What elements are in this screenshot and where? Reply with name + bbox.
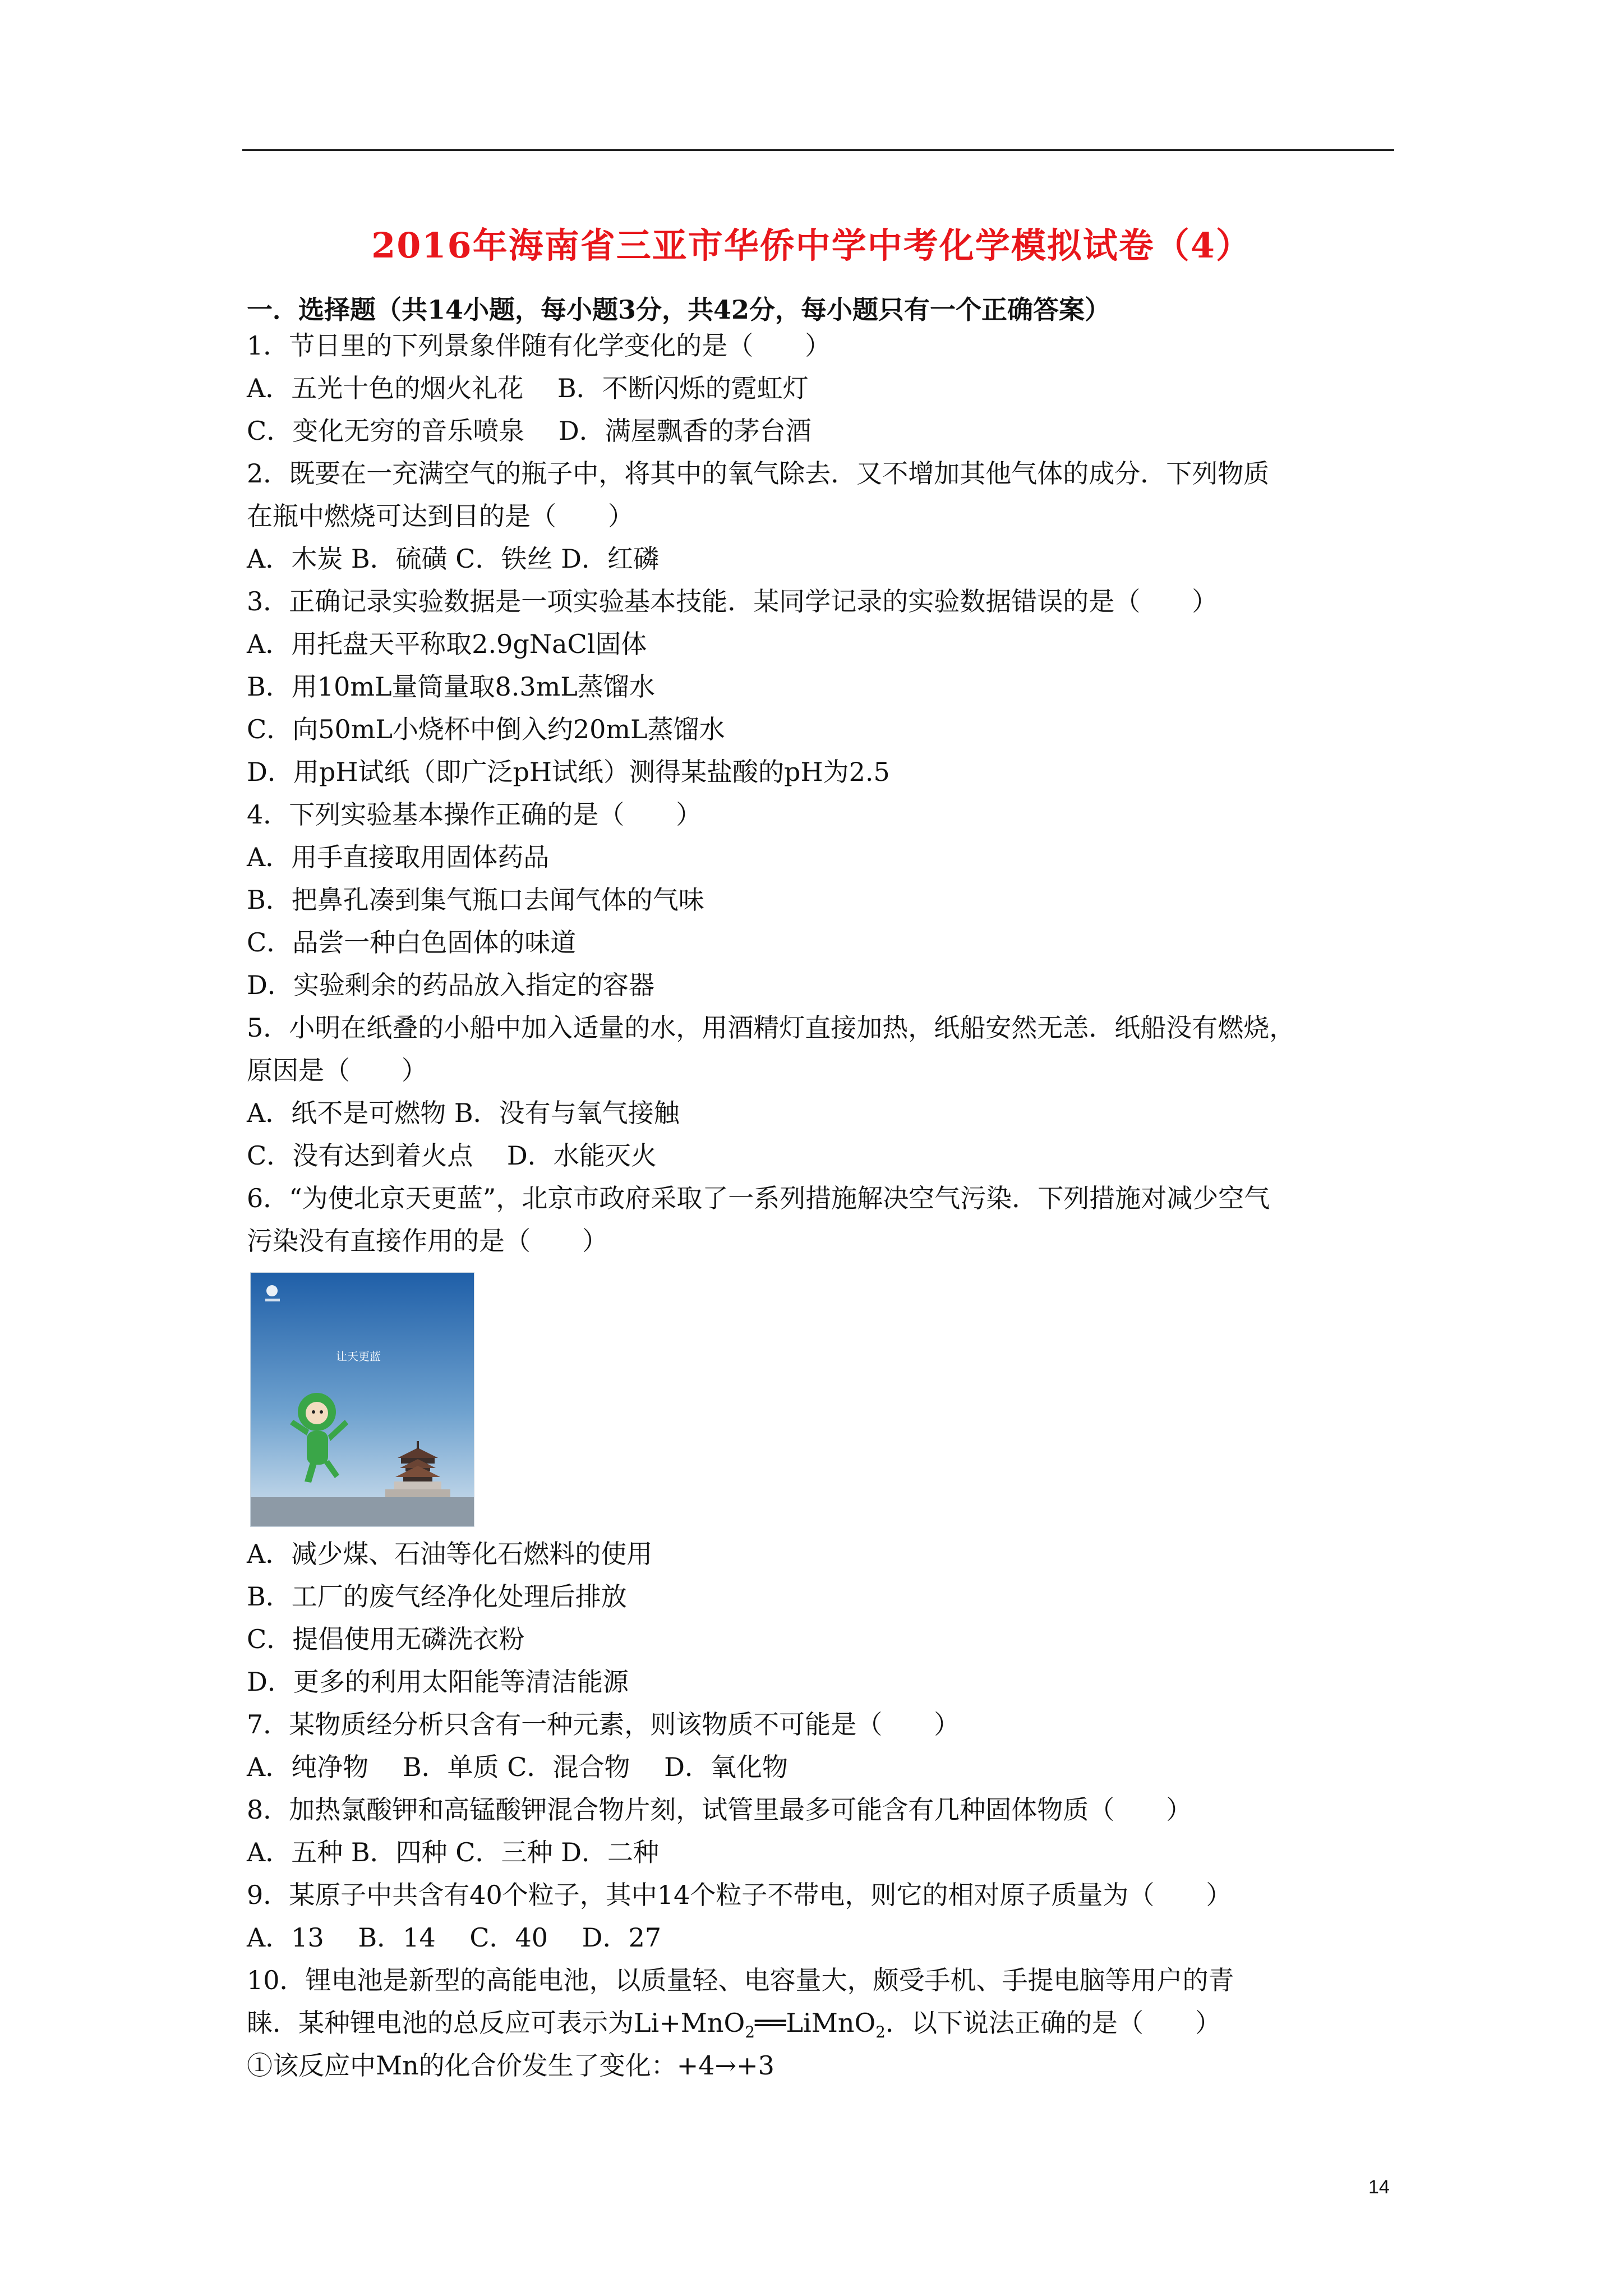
question-3-option-c: C．向50mL小烧杯中倒入约20mL蒸馏水: [247, 714, 725, 744]
question-3-stem: 3．正确记录实验数据是一项实验基本技能．某同学记录的实验数据错误的是（ ）: [247, 586, 1218, 616]
question-6-option-a: A．减少煤、石油等化石燃料的使用: [247, 1539, 653, 1569]
question-5-stem-line1: 5．小明在纸叠的小船中加入适量的水，用酒精灯直接加热，纸船安然无恙．纸船没有燃烧，: [247, 1013, 1295, 1043]
question-4-option-a: A．用手直接取用固体药品: [247, 842, 550, 872]
question-3-option-a: A．用托盘天平称取2.9gNaCl固体: [247, 629, 647, 659]
poster-headline: 让天更蓝: [336, 1350, 381, 1363]
question-3-option-d: D．用pH试纸（即广泛pH试纸）测得某盐酸的pH为2.5: [247, 757, 890, 787]
question-9-options: A．13 B．14 C．40 D．27: [247, 1922, 662, 1953]
question-6-stem-line2: 污染没有直接作用的是（ ）: [247, 1226, 608, 1256]
question-6-option-d: D．更多的利用太阳能等清洁能源: [247, 1667, 629, 1697]
section-heading: 一．选择题（共14小题，每小题3分，共42分，每小题只有一个正确答案）: [247, 295, 1111, 325]
question-1-options-row1: A．五光十色的烟火礼花 B．不断闪烁的霓虹灯: [247, 373, 809, 403]
question-3-option-b: B．用10mL量筒量取8.3mL蒸馏水: [247, 671, 655, 702]
question-7-options: A．纯净物 B．单质 C．混合物 D．氧化物: [247, 1752, 788, 1782]
question-5-options-row2: C．没有达到着火点 D．水能灭火: [247, 1140, 657, 1171]
question-8-options: A．五种 B．四种 C．三种 D．二种: [247, 1837, 659, 1867]
question-4-option-d: D．实验剩余的药品放入指定的容器: [247, 970, 654, 1000]
question-6-option-c: C．提倡使用无磷洗衣粉: [247, 1624, 525, 1654]
page-number: 14: [1368, 2177, 1390, 2198]
blue-sky-poster-image: [250, 1272, 474, 1527]
question-5-stem-line2: 原因是（ ）: [247, 1055, 427, 1085]
exam-title: 2016年海南省三亚市华侨中学中考化学模拟试卷（4）: [371, 225, 1252, 266]
question-2-stem-line2: 在瓶中燃烧可达到目的是（ ）: [247, 501, 634, 531]
question-2-options: A．木炭 B．硫磺 C．铁丝 D．红磷: [247, 544, 659, 574]
poster-illustration: [251, 1273, 474, 1526]
question-1-stem: 1．节日里的下列景象伴随有化学变化的是（ ）: [247, 330, 831, 361]
question-7-stem: 7．某物质经分析只含有一种元素，则该物质不可能是（ ）: [247, 1709, 960, 1740]
question-4-option-c: C．品尝一种白色固体的味道: [247, 927, 577, 958]
question-6-stem-line1: 6．“为使北京天更蓝”，北京市政府采取了一系列措施解决空气污染．下列措施对减少空气: [247, 1183, 1270, 1213]
question-8-stem: 8．加热氯酸钾和高锰酸钾混合物片刻，试管里最多可能含有几种固体物质（ ）: [247, 1795, 1192, 1825]
question-9-stem: 9．某原子中共含有40个粒子，其中14个粒子不带电，则它的相对原子质量为（ ）: [247, 1880, 1232, 1910]
question-6-option-b: B．工厂的废气经净化处理后排放: [247, 1581, 627, 1612]
question-10-statement-1: ①该反应中Mn的化合价发生了变化：+4→+3: [247, 2050, 774, 2081]
question-4-option-b: B．把鼻孔凑到集气瓶口去闻气体的气味: [247, 885, 704, 915]
question-10-stem-line2: 睐．某种锂电池的总反应可表示为Li+MnO$_2$══LiMnO$_2$．以下说法正确的是（ ）: [247, 2008, 1221, 2042]
question-1-options-row2: C．变化无穷的音乐喷泉 D．满屋飘香的茅台酒: [247, 416, 811, 446]
header-rule: [242, 149, 1394, 151]
question-5-options-row1: A．纸不是可燃物 B．没有与氧气接触: [247, 1098, 680, 1128]
question-10-stem-line1: 10．锂电池是新型的高能电池，以质量轻、电容量大，颇受手机、手提电脑等用户的青: [247, 1965, 1234, 1995]
question-2-stem-line1: 2．既要在一充满空气的瓶子中，将其中的氧气除去．又不增加其他气体的成分．下列物质: [247, 458, 1270, 489]
question-4-stem: 4．下列实验基本操作正确的是（ ）: [247, 799, 702, 830]
